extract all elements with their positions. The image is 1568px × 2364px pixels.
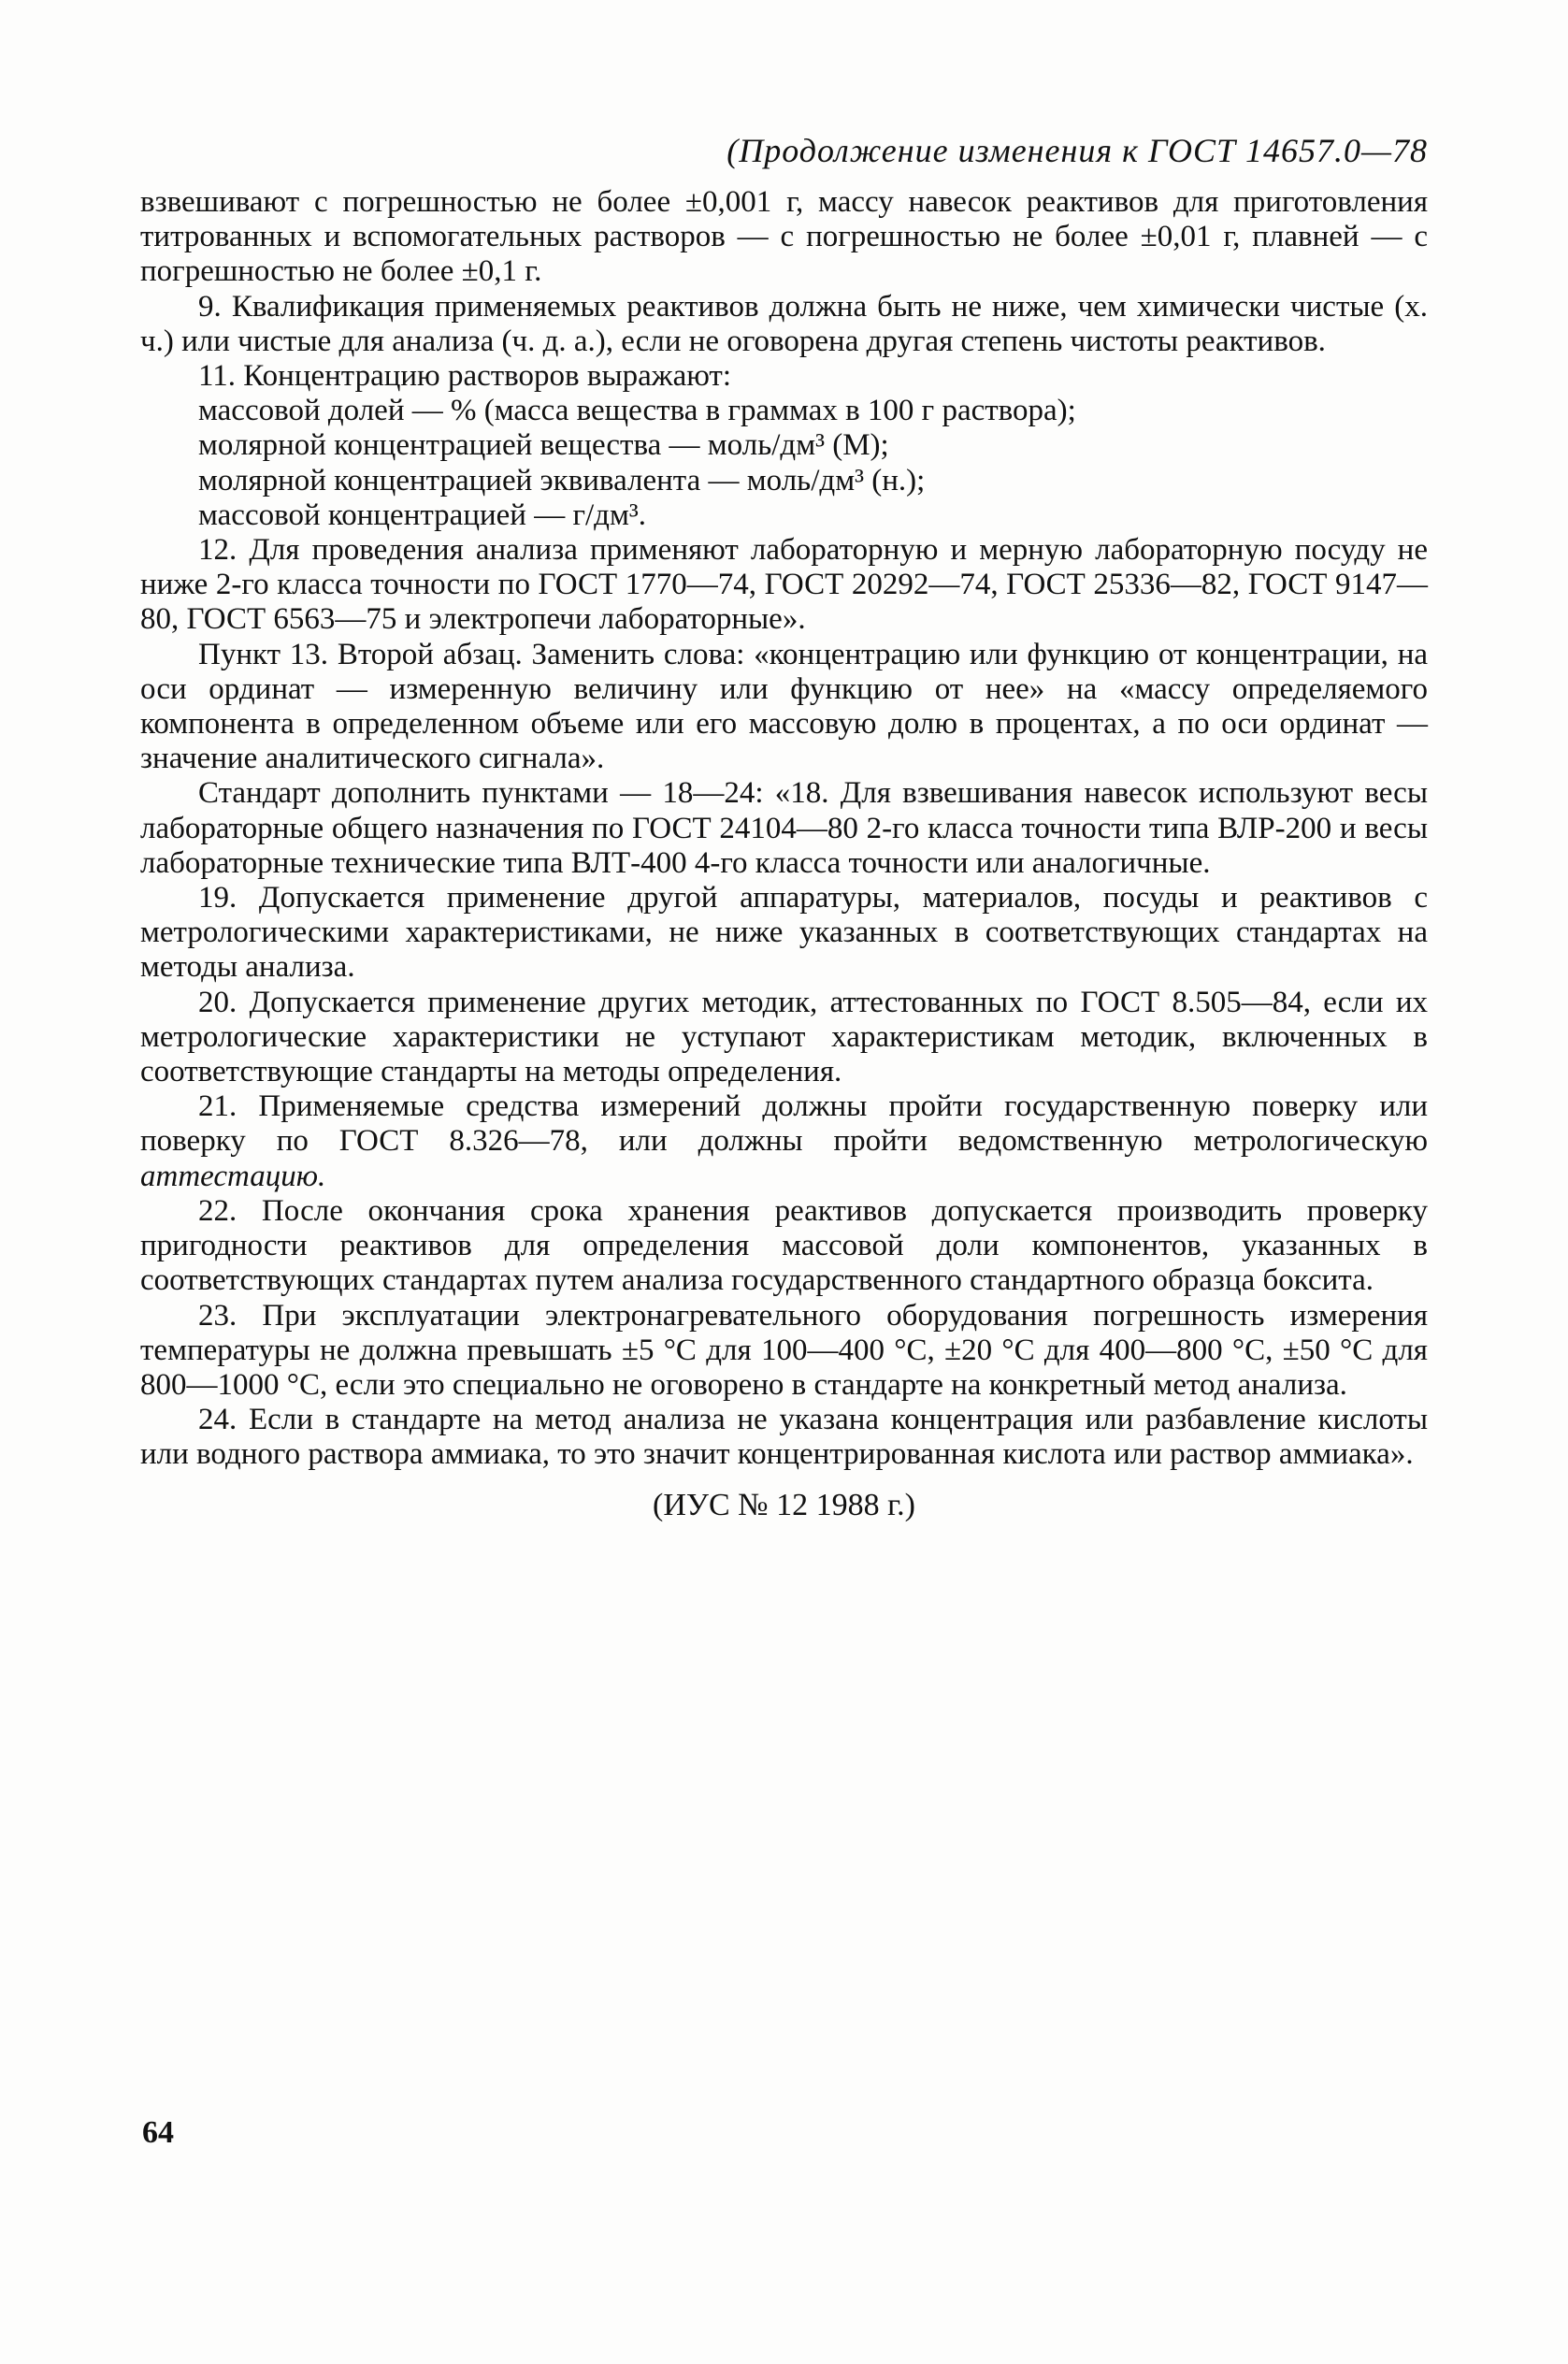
definition-mass-fraction: массовой долей — % (масса вещества в граммах в 100 г раствора); — [198, 394, 1076, 428]
paragraph-20: 20. Допускается применение других методик, аттестованных по ГОСТ 8.505—84, если их метрологические характеристики не уступают характеристикам методик, включенных в соответствующие стандарты на методы определения. — [140, 985, 1428, 1089]
paragraph-11: 11. Концентрацию растворов выражают: — [198, 359, 732, 394]
paragraph-13-change: Пункт 13. Второй абзац. Заменить слова: «концентрацию или функцию от концентрации, на оси ординат — измеренную величину или функцию от нее» на «массу определяемого компонента в определенном объеме или его массовую долю в процентах, а по оси ординат — значение аналитического сигнала». — [140, 637, 1428, 776]
document-body — [140, 185, 1428, 1522]
paragraph-19: 19. Допускается применение другой аппаратуры, материалов, посуды и реактивов с метрологическими характеристиками, не ниже указанных в соответствующих стандартах на методы анализа. — [140, 881, 1428, 985]
paragraph-12: 12. Для проведения анализа применяют лабораторную и мерную лабораторную посуду не ниже 2-го класса точности по ГОСТ 1770—74, ГОСТ 20292—74, ГОСТ 25336—82, ГОСТ 9147—80, ГОСТ 6563—75 и электропечи лабораторные». — [140, 533, 1428, 637]
paragraph-23: 23. При эксплуатации электронагревательного оборудования погрешность измерения температуры не должна превышать ±5 °С для 100—400 °С, ±20 °С для 400—800 °С, ±50 °С для 800—1000 °С, если это специально не оговорено в стандарте на конкретный метод анализа. — [140, 1298, 1428, 1402]
paragraph-18: Стандарт дополнить пунктами — 18—24: «18. Для взвешивания навесок используют весы лабораторные общего назначения по ГОСТ 24104—80 2-го класса точности типа ВЛР-200 и весы лабораторные технические типа ВЛТ-400 4-го класса точности или аналогичные. — [140, 776, 1428, 880]
concentration-definitions — [140, 394, 1428, 533]
paragraph-21-tail: аттестацию. — [140, 1159, 326, 1193]
definition-mass-concentration: массовой концентрацией — г/дм³. — [198, 497, 646, 532]
paragraph-weighing: взвешивают с погрешностью не более ±0,001 г, массу навесок реактивов для приготовления титрованных и вспомогательных растворов — с погрешностью не более ±0,01 г, плавней — с погрешностью не более ±0,1 г. — [140, 185, 1428, 289]
continuation-header: (Продолжение изменения к ГОСТ 14657.0—78 — [726, 132, 1428, 169]
page-number: 64 — [142, 2115, 174, 2150]
definition-molar-concentration: молярной концентрацией вещества — моль/дм³ (М); — [198, 428, 889, 463]
paragraph-24: 24. Если в стандарте на метод анализа не указана концентрация или разбавление кислоты или водного раствора аммиака, то это значит концентрированная кислота или раствор аммиака». — [140, 1403, 1428, 1472]
paragraph-22: 22. После окончания срока хранения реактивов допускается производить проверку пригодности реактивов для определения массовой доли компонентов, указанных в соответствующих стандартах путем анализа государственного стандартного образца боксита. — [140, 1193, 1428, 1298]
paragraph-21 — [140, 1089, 1428, 1194]
ius-reference: (ИУС № 12 1988 г.) — [653, 1487, 915, 1522]
definition-molar-equivalent: молярной концентрацией эквивалента — моль/дм³ (н.); — [198, 463, 926, 497]
paragraph-21-main: 21. Применяемые средства измерений должны пройти государственную поверку или поверку по ГОСТ 8.326—78, или должны пройти ведомственную метрологическую — [140, 1089, 1428, 1159]
paragraph-9: 9. Квалификация применяемых реактивов должна быть не ниже, чем химически чистые (х. ч.) или чистые для анализа (ч. д. а.), если не оговорена другая степень чистоты реактивов. — [140, 289, 1428, 358]
